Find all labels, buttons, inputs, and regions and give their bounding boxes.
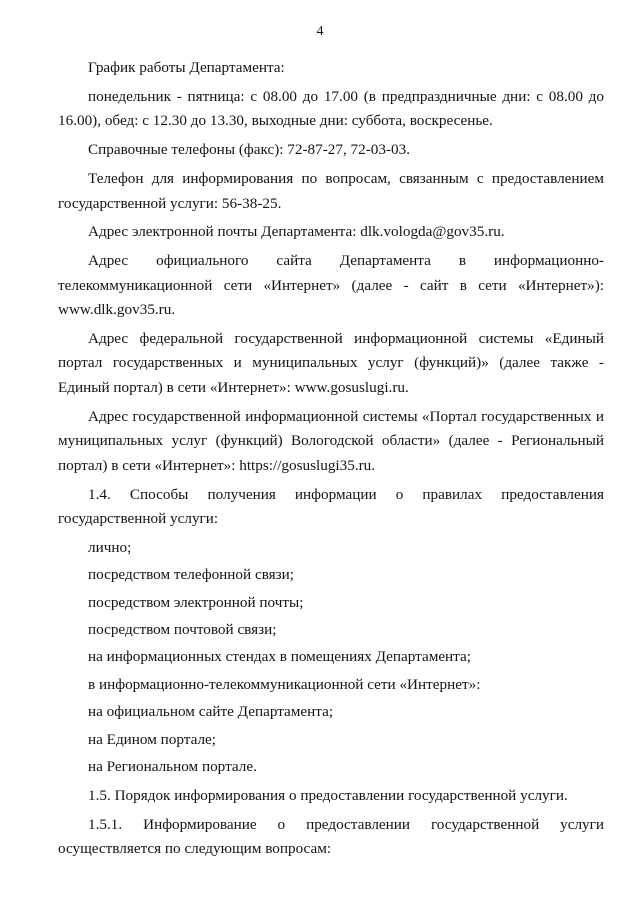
paragraph-section-1-5: 1.5. Порядок информирования о предоставлении государственной услуги. <box>88 786 568 804</box>
list-item-unified-portal: на Едином портале; <box>88 730 216 748</box>
list-item-email: посредством электронной почты; <box>88 593 304 611</box>
paragraph-section-1-4: 1.4. Способы получения информации о правилах предоставления государственной услуги: <box>58 485 604 527</box>
paragraph-official-website: Адрес официального сайта Департамента в информационно-телекоммуникационной сети «Интернет» (далее - сайт в сети «Интернет»): www.dlk.gov35.ru. <box>58 252 604 319</box>
list-item-regional-portal: на Региональном портале. <box>88 758 257 776</box>
list-item-info-stands: на информационных стендах в помещениях Департамента; <box>88 648 471 666</box>
page-number: 4 <box>316 24 324 39</box>
paragraph-regional-portal: Адрес государственной информационной системы «Портал государственных и муниципальных услуг (функций) Вологодской области» (далее - Региональный портал) в сети «Интернет»: https://gosuslugi35.ru. <box>58 407 604 474</box>
paragraph-email-address: Адрес электронной почты Департамента: dlk.vologda@gov35.ru. <box>88 223 505 241</box>
paragraph-work-hours: понедельник - пятница: с 08.00 до 17.00 (в предпраздничные дни: с 08.00 до 16.00), обед: с 12.30 до 13.30, выходные дни: суббота, воскресенье. <box>58 87 604 130</box>
paragraph-reference-phones: Справочные телефоны (факс): 72-87-27, 72-03-03. <box>88 141 411 159</box>
list-item-internet: в информационно-телекоммуникационной сети «Интернет»: <box>88 675 481 693</box>
paragraph-work-schedule-heading: График работы Департамента: <box>88 59 285 76</box>
paragraph-section-1-5-1: 1.5.1. Информирование о предоставлении государственной услуги осуществляется по следующим вопросам: <box>58 815 604 858</box>
document-body <box>58 56 604 866</box>
paragraph-info-phone: Телефон для информирования по вопросам, связанным с предоставлением государственной услуги: 56-38-25. <box>58 170 604 212</box>
paragraph-unified-portal: Адрес федеральной государственной информационной системы «Единый портал государственных и муниципальных услуг (функций)» (далее также - Единый портал) в сети «Интернет»: www.gosuslugi.ru. <box>58 330 604 396</box>
list-item-telephone: посредством телефонной связи; <box>88 566 294 584</box>
list-item-in-person: лично; <box>88 538 132 556</box>
list-item-official-site: на официальном сайте Департамента; <box>88 703 334 721</box>
list-item-postal: посредством почтовой связи; <box>88 621 277 639</box>
